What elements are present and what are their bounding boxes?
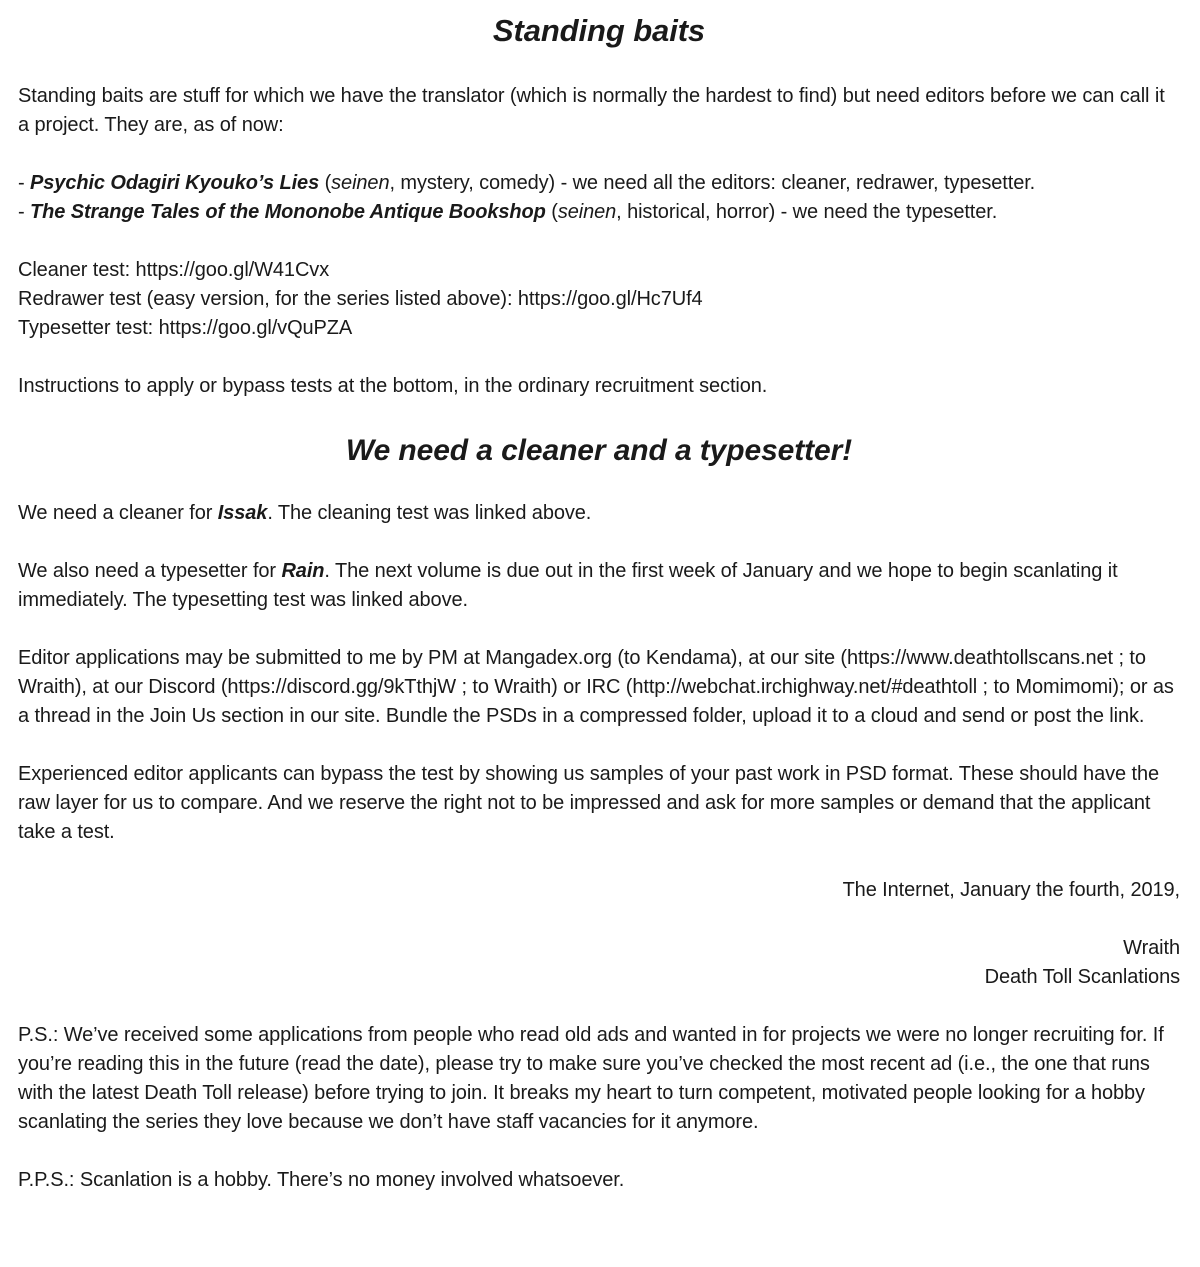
cleaner-test-label: Cleaner test: [18,259,136,281]
cleaner-test-url: https://goo.gl/W41Cvx [135,259,330,281]
series-description: , historical, horror) - we need the typesetter. [616,201,998,223]
series-title: Psychic Odagiri Kyouko’s Lies [30,172,320,194]
cleaner-need-after: . The cleaning test was linked above. [267,502,592,524]
cleaner-need-paragraph [18,499,1180,528]
editor-applications-paragraph: Editor applications may be submitted to me by PM at Mangadex.org (to Kendama), at our site (https://www.deathtollscans.net ; to Wraith), at our Discord (https://discord.gg/9kTthjW ; to Wraith) or IRC (http://webchat.irchighway.net/#deathtoll ; to Momimomi); or as a thread in the Join Us section in our site. Bundle the PSDs in a compressed folder, upload it to a cloud and send or post the link. [18,647,1174,727]
typesetter-need-after: . The next volume is due out in the first week of January and we hope to begin scanlating it immediately. The typesetting test was linked above. [18,560,1118,611]
typesetter-test-label: Typesetter test: [18,317,159,339]
signature-block [18,934,1180,992]
typesetter-test-url: https://goo.gl/vQuPZA [158,317,353,339]
pps-paragraph: P.P.S.: Scanlation is a hobby. There’s no money involved whatsoever. [18,1169,625,1191]
signature-name: Wraith [1123,937,1180,959]
intro-paragraph: Standing baits are stuff for which we have the translator (which is normally the hardest to find) but need editors before we can call it a project. They are, as of now: [18,85,1165,136]
redrawer-test-label: Redrawer test (easy version, for the series listed above): [18,288,518,310]
redrawer-test-url: https://goo.gl/Hc7Uf4 [517,288,703,310]
typesetter-need-paragraph [18,557,1180,615]
experienced-applicants-paragraph: Experienced editor applicants can bypass the test by showing us samples of your past work in PSD format. These should have the raw layer for us to compare. And we reserve the right not to be impressed and ask for more samples or demand that the applicant take a test. [18,763,1159,843]
test-links-block [18,256,1180,343]
cleaner-test-line [18,256,1180,285]
series-title: The Strange Tales of the Mononobe Antique Bookshop [30,201,546,223]
list-item [18,198,1180,227]
typesetter-need-before: We also need a typesetter for [18,560,282,582]
typesetter-test-line [18,314,1180,343]
list-item-dash: - [18,201,31,223]
series-open-paren: ( [545,201,558,223]
series-open-paren: ( [319,172,332,194]
section-title-we-need: We need a cleaner and a typesetter! [345,434,853,467]
instructions-paragraph: Instructions to apply or bypass tests at the bottom, in the ordinary recruitment section. [18,375,768,397]
cleaner-need-before: We need a cleaner for [18,502,218,524]
list-item-dash: - [18,172,31,194]
typesetter-series-name: Rain [281,560,325,582]
signature-group: Death Toll Scanlations [984,966,1180,988]
page-title: Standing baits [492,13,706,48]
list-item [18,169,1180,198]
series-description: , mystery, comedy) - we need all the editors: cleaner, redrawer, typesetter. [389,172,1036,194]
redrawer-test-line [18,285,1180,314]
dateline: The Internet, January the fourth, 2019, [842,879,1180,901]
cleaner-series-name: Issak [217,502,268,524]
series-genre-italic: seinen [557,201,617,223]
standing-baits-list [18,169,1180,227]
ps-paragraph: P.S.: We’ve received some applications from people who read old ads and wanted in for projects we were no longer recruiting for. If you’re reading this in the future (read the date), please try to make sure you’ve checked the most recent ad (i.e., the one that runs with the latest Death Toll release) before trying to join. It breaks my heart to turn competent, motivated people looking for a hobby scanlating the series they love because we don’t have staff vacancies for it anymore. [18,1024,1164,1133]
series-genre-italic: seinen [331,172,390,194]
